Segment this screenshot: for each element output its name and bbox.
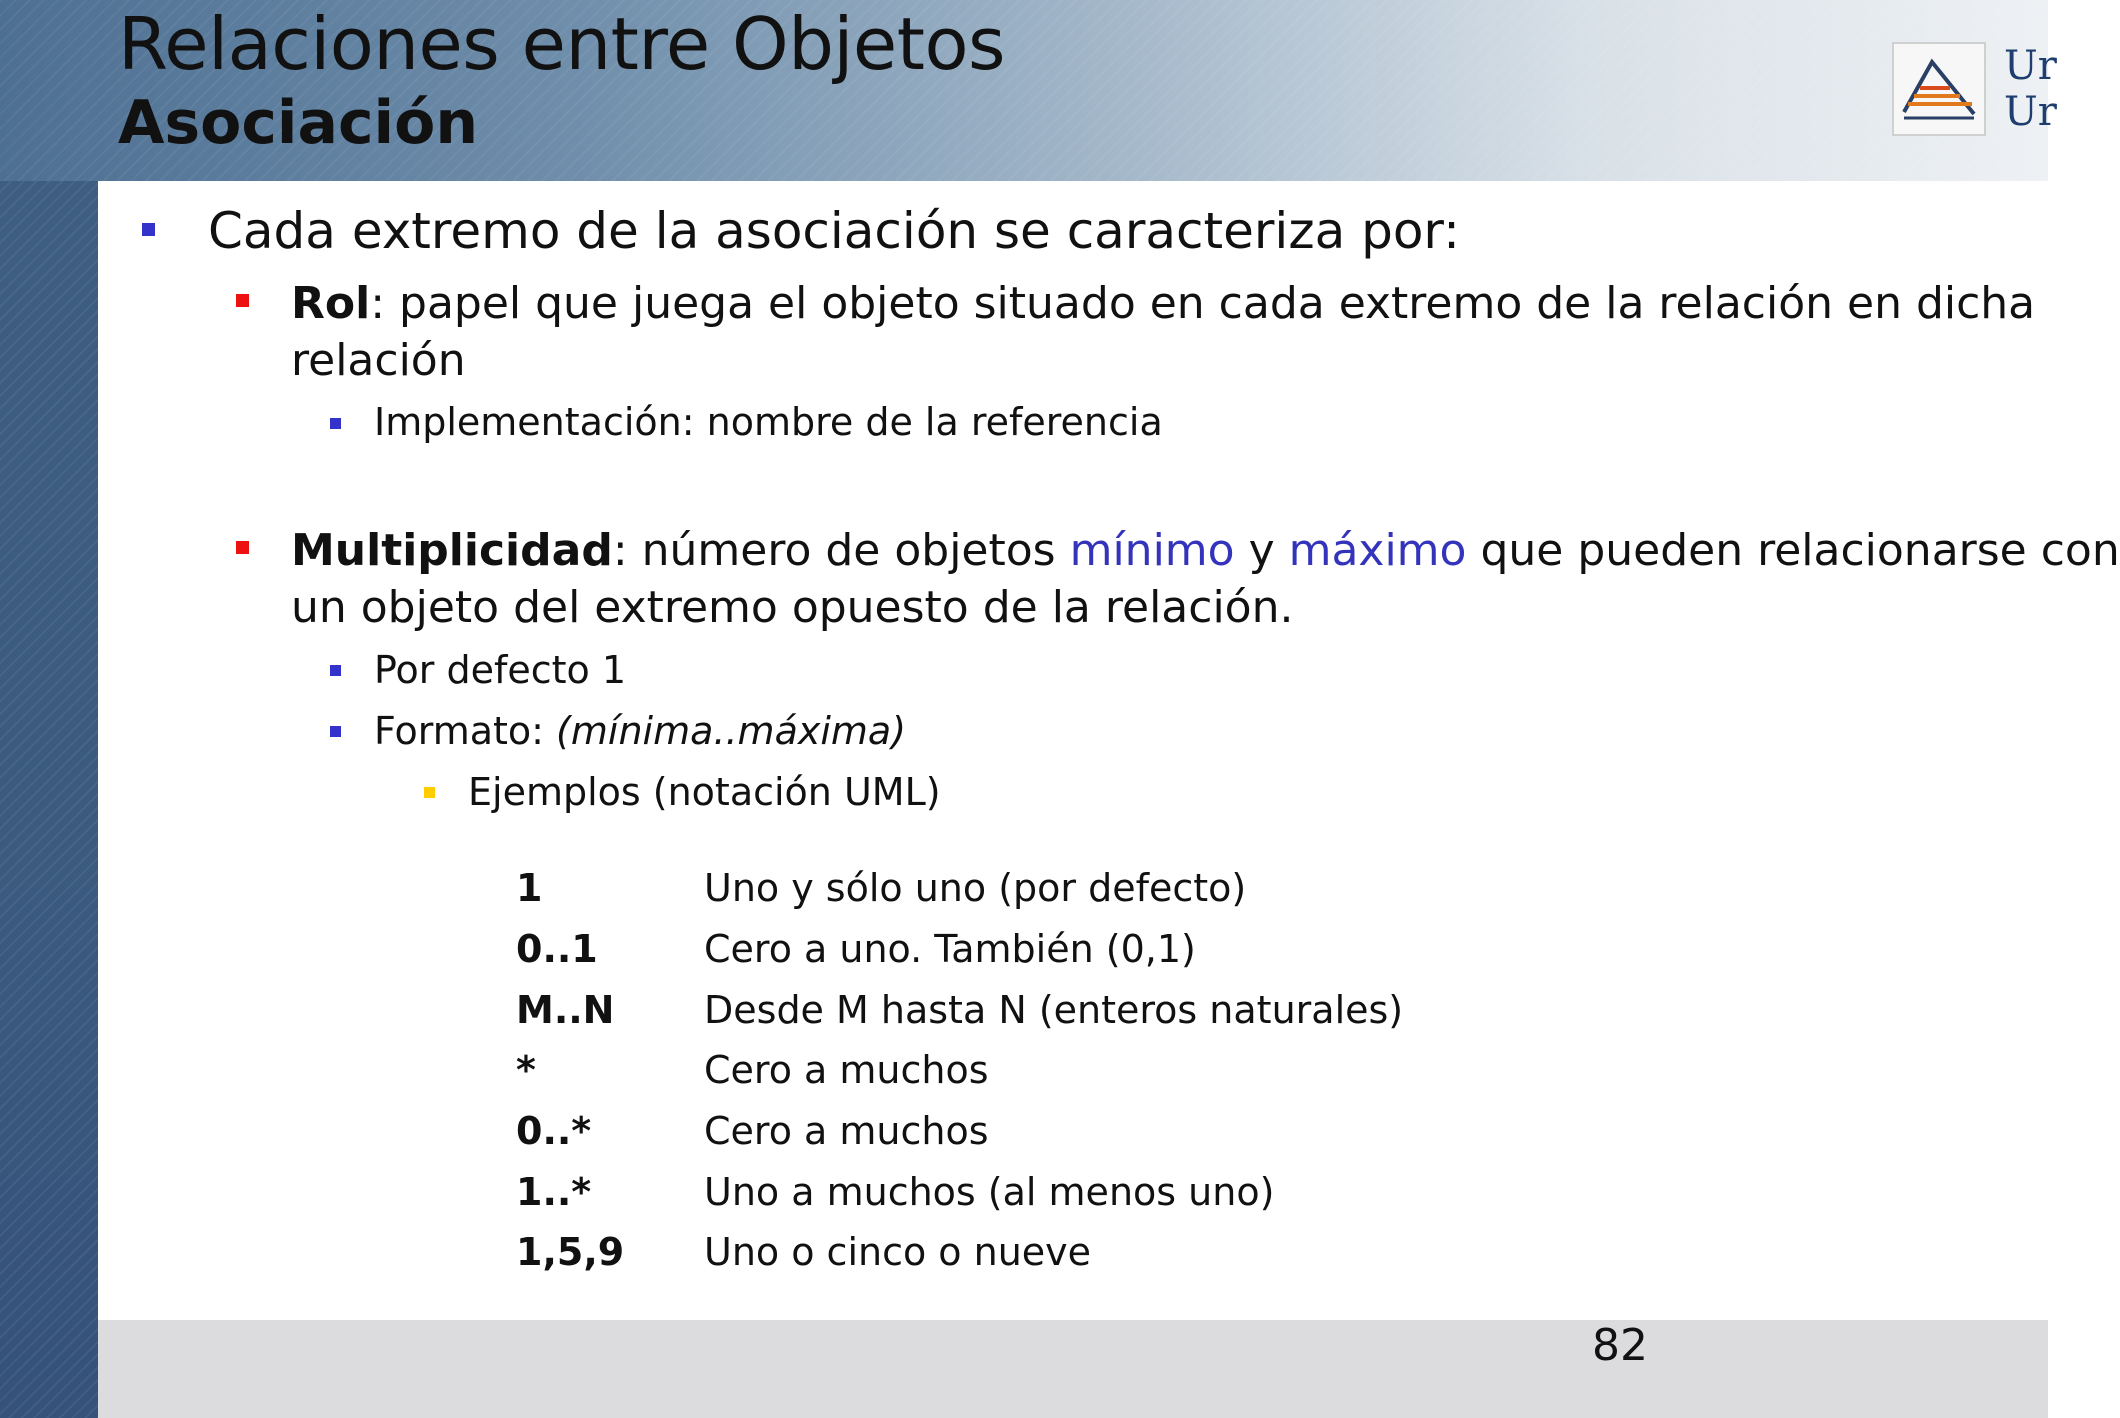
example-description: Uno y sólo uno (por defecto) [704, 866, 1247, 910]
example-code: 1 [516, 866, 543, 910]
bullet-yellow-square-icon [424, 787, 435, 798]
bullet-red-square-icon [236, 541, 249, 554]
logo-emblem-icon [1892, 42, 1986, 136]
formato-value: (mínima..máxima) [556, 709, 907, 753]
ejemplos-heading: Ejemplos (notación UML) [468, 770, 941, 814]
slide-subtitle: Asociación [118, 88, 479, 158]
highlight-minimo: mínimo [1069, 525, 1235, 576]
bullet-text-multiplicidad [291, 523, 2120, 579]
bullet-red-square-icon [236, 294, 249, 307]
slide-footer-bar [98, 1320, 2048, 1418]
example-code: 0..* [516, 1109, 592, 1153]
example-description: Desde M hasta N (enteros naturales) [704, 988, 1404, 1032]
bullet-text-rol [291, 276, 2035, 332]
rol-implementacion: Implementación: nombre de la referencia [374, 400, 1163, 444]
example-description: Uno o cinco o nueve [704, 1230, 1092, 1274]
slide-number: 82 [1592, 1320, 1648, 1371]
bullet-text-cada-extremo: Cada extremo de la asociación se caracteriza por: [208, 202, 1460, 260]
example-code: 0..1 [516, 927, 598, 971]
multiplicidad-por-defecto: Por defecto 1 [374, 648, 627, 692]
example-code: * [516, 1048, 536, 1092]
multiplicidad-formato [374, 709, 906, 753]
multiplicidad-text-continuation: un objeto del extremo opuesto de la relación. [291, 582, 1294, 633]
multiplicidad-term: Multiplicidad [291, 525, 613, 576]
example-description: Cero a muchos [704, 1109, 989, 1153]
bullet-blue-square-icon [330, 418, 341, 429]
multiplicidad-text-b: y [1234, 525, 1289, 576]
highlight-maximo: máximo [1288, 525, 1467, 576]
slide-title: Relaciones entre Objetos [118, 2, 1006, 86]
example-code: M..N [516, 988, 615, 1032]
multiplicidad-text-c: que pueden relacionarse con [1466, 525, 2120, 576]
slide-header [0, 0, 2057, 181]
university-logo [1892, 42, 2057, 138]
example-code: 1,5,9 [516, 1230, 625, 1274]
formato-label: Formato: [374, 709, 557, 753]
rol-text-continuation: relación [291, 335, 466, 386]
example-code: 1..* [516, 1170, 592, 1214]
bullet-blue-square-icon [330, 665, 341, 676]
logo-text-line1: Ur [2004, 43, 2057, 89]
rol-definition: : papel que juega el objeto situado en cada extremo de la relación en dicha [370, 278, 2036, 329]
example-description: Cero a uno. También (0,1) [704, 927, 1196, 971]
example-description: Cero a muchos [704, 1048, 989, 1092]
logo-text-line2: Ur [2004, 89, 2057, 135]
multiplicidad-text-a: : número de objetos [612, 525, 1070, 576]
rol-term: Rol [291, 278, 371, 329]
bullet-blue-square-icon [142, 223, 155, 236]
bullet-blue-square-icon [330, 726, 341, 737]
example-description: Uno a muchos (al menos uno) [704, 1170, 1275, 1214]
left-decorative-strip [0, 0, 98, 1418]
